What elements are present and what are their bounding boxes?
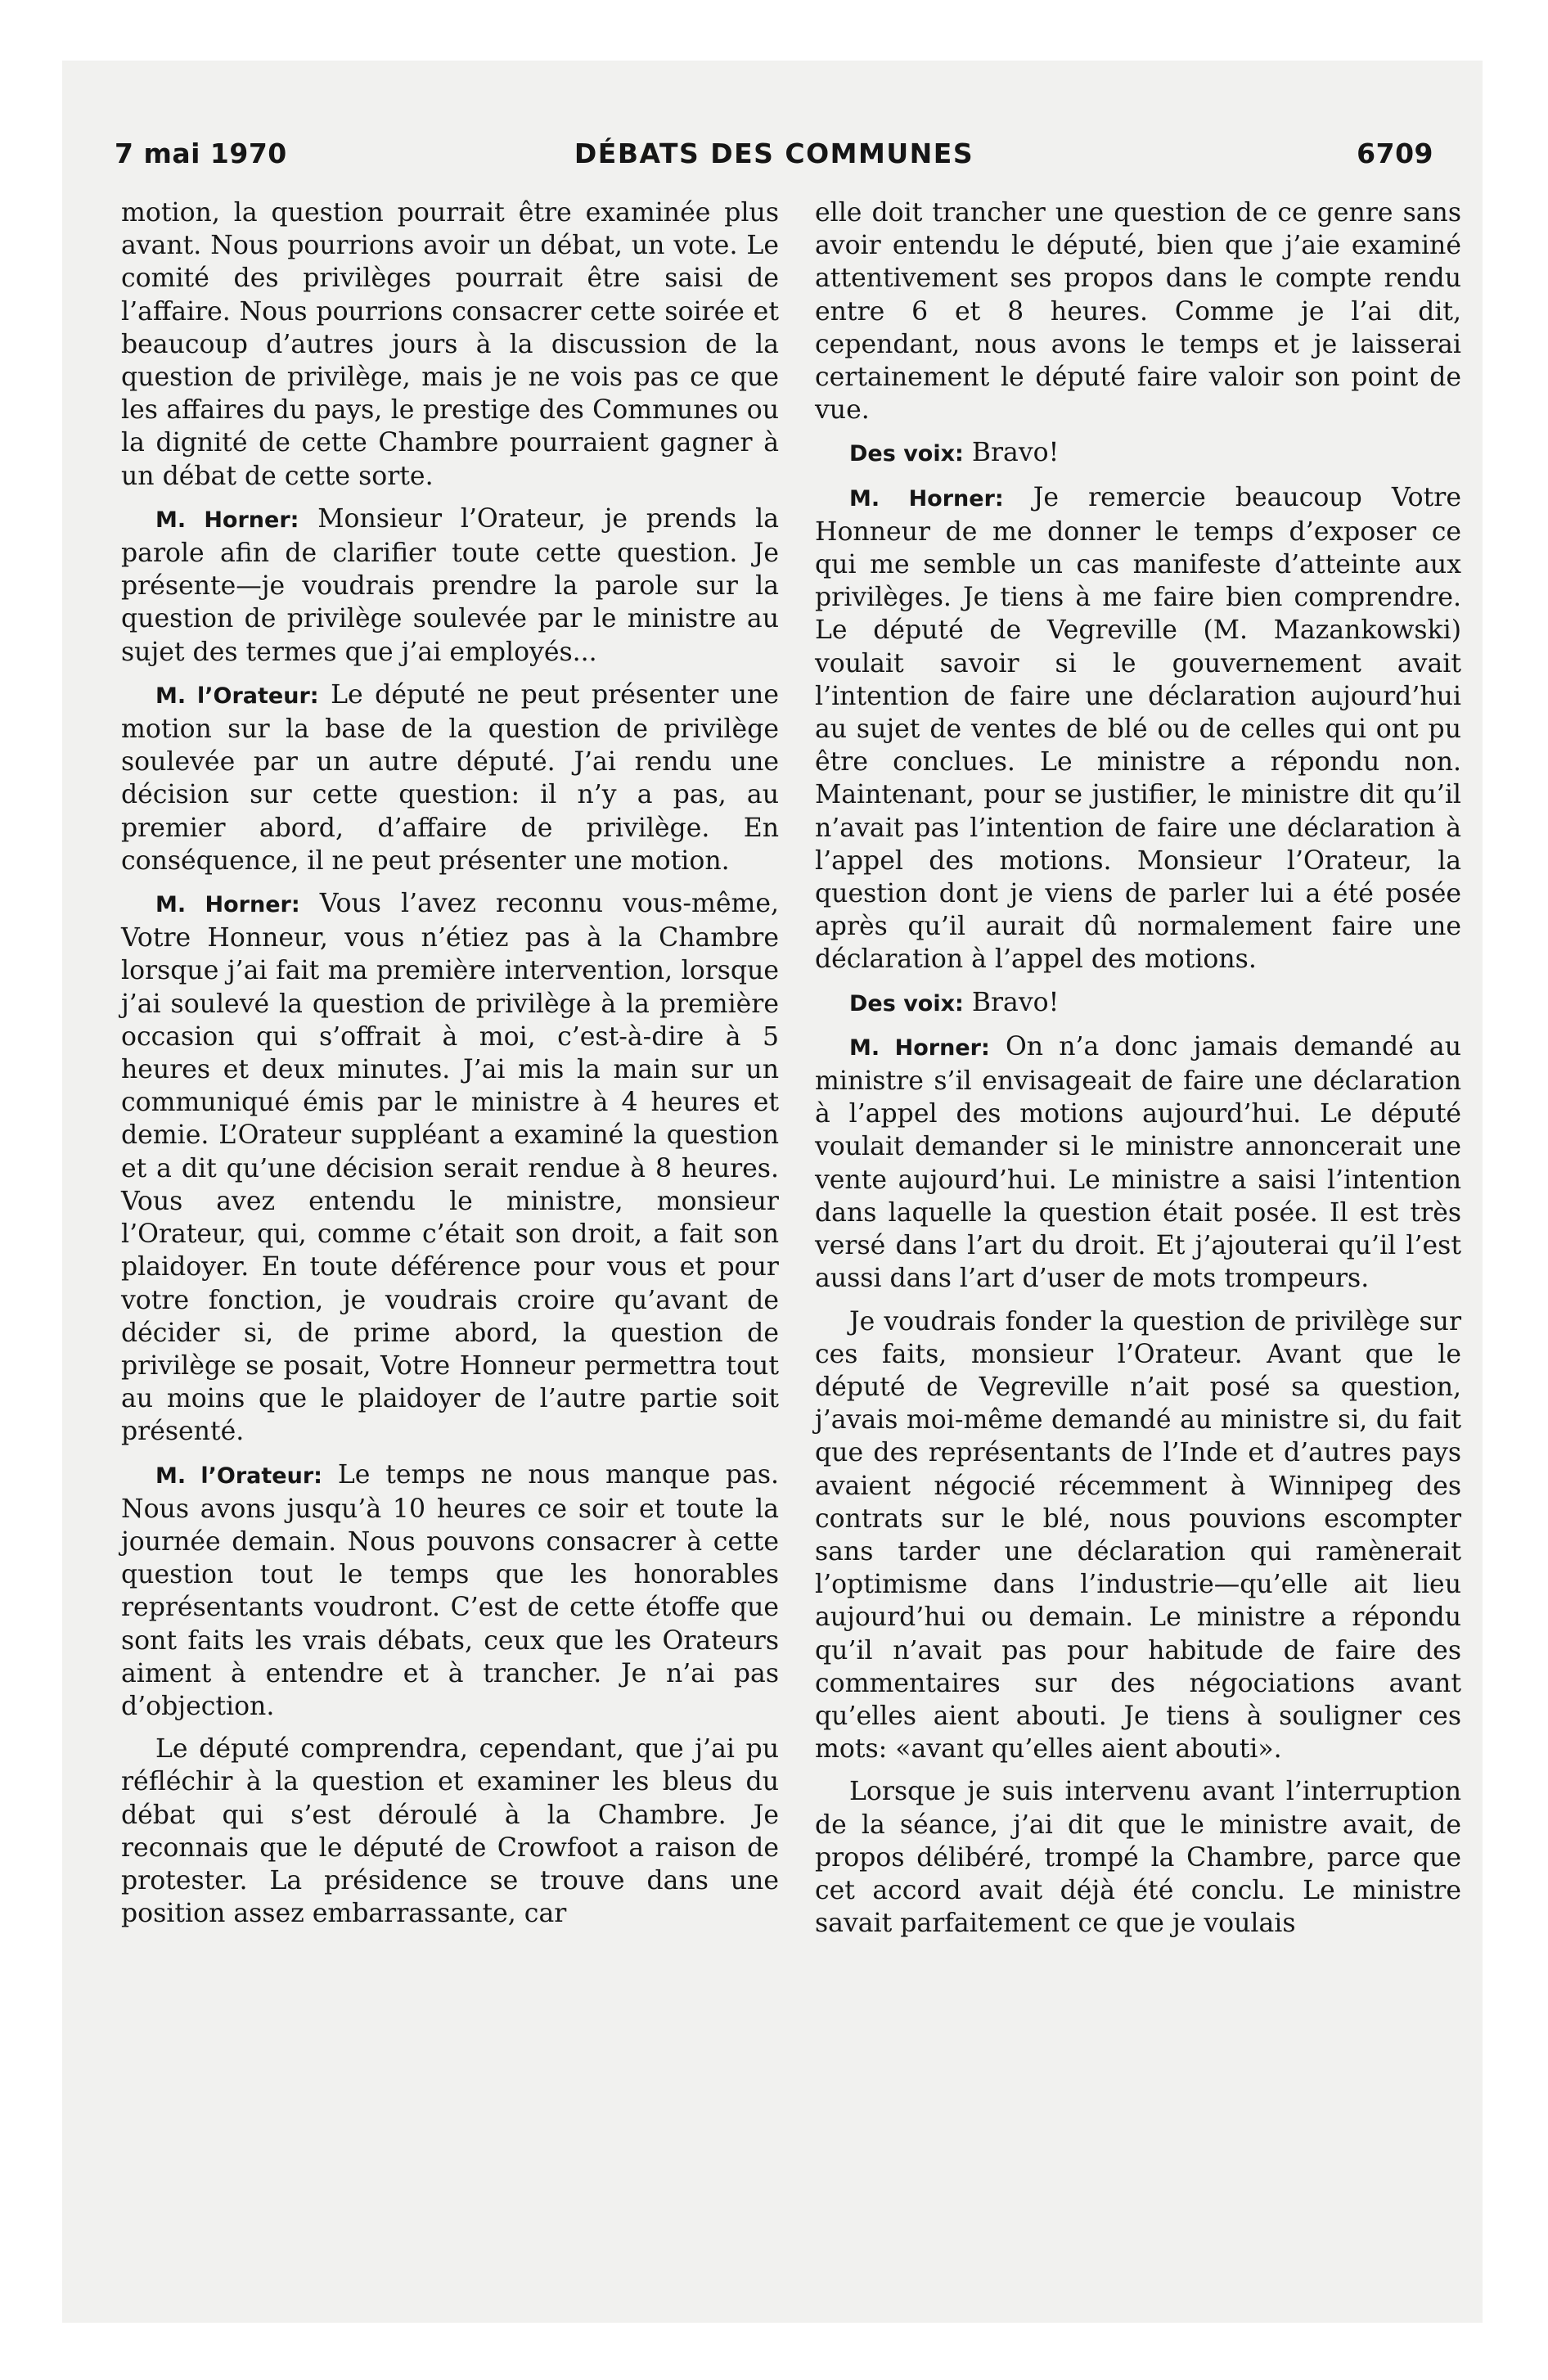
speaker-label: Des voix: [849,441,964,467]
paragraph [815,1305,1461,1766]
left-column [121,196,779,2308]
paragraph-text: Vous l’avez reconnu vous-même, Votre Honneur, vous n’étiez pas à la Chambre lorsque j’ai fait ma première intervention, lorsque j’ai soulevé la question de privilège à la première occasion qui s’offrait à moi, c’est-à-dire à 5 heures et deux minutes. J’ai mis la main sur un communiqué émis par le ministre à 4 heures et demie. L’Orateur suppléant a examiné la question et a dit qu’une décision serait rendue à 8 heures. Vous avez entendu le ministre, monsieur l’Orateur, qui, comme c’était son droit, a fait son plaidoyer. En toute déférence pour vous et pour votre fonction, je voudrais croire qu’avant de décider si, de prime abord, la question de privilège se posait, Votre Honneur permettra tout au moins que le plaidoyer de l’autre partie soit présenté. [121,889,779,1447]
header-date: 7 mai 1970 [115,137,287,169]
paragraph-text: Bravo! [971,438,1060,468]
paragraph [815,1030,1461,1296]
paragraph [121,1458,779,1724]
paragraph [121,196,779,493]
paragraph-text: On n’a donc jamais demandé au ministre s’il envisageait de faire une déclaration à l’appel des motions aujourd’hui. Le député voulait demander si le ministre annoncerait une vente aujourd’hui. Le ministre a saisi l’intention dans laquelle la question était posée. Il est très versé dans l’art du droit. Et j’ajouterai qu’il l’est aussi dans l’art d’user de mots trompeurs. [815,1031,1461,1294]
right-column [815,196,1461,2308]
paragraph [121,887,779,1448]
paragraph-text: Lorsque je suis intervenu avant l’interruption de la séance, j’ai dit que le ministre avait, de propos délibéré, trompé la Chambre, parce que cet accord avait déjà été conclu. Le ministre savait parfaitement ce que je voulais [815,1777,1461,1939]
paragraph [815,481,1461,976]
page-number: 6709 [1357,137,1433,169]
paragraph-text: Bravo! [971,987,1060,1017]
paragraph [815,1775,1461,1940]
speaker-label: M. Horner: [155,892,300,918]
paragraph-text: Le député comprendra, cependant, que j’ai pu réfléchir à la question et examiner les bleus du débat qui s’est déroulé à la Chambre. Je reconnais que le député de Crowfoot a raison de protester. La présidence se trouve dans une position assez embarrassante, car [121,1734,779,1929]
page-header [115,137,1433,174]
speaker-label: Des voix: [849,990,964,1016]
paragraph [121,1733,779,1930]
header-title: DÉBATS DES COMMUNES [574,137,974,169]
paragraph-text: Monsieur l’Orateur, je prends la parole afin de clarifier toute cette question. Je présente—je voudrais prendre la parole sur la question de privilège soulevée par le ministre au sujet des termes que j’ai employés... [121,503,779,667]
paragraph [815,436,1461,471]
paragraph [815,196,1461,426]
paragraph [815,986,1461,1021]
paragraph [121,503,779,669]
speaker-label: M. Horner: [849,485,1004,512]
speaker-label: M. l’Orateur: [155,1463,322,1489]
paragraph [121,678,779,877]
speaker-label: M. Horner: [849,1034,990,1061]
paragraph-text: Le temps ne nous manque pas. Nous avons jusqu’à 10 heures ce soir et toute la journée demain. Nous pouvons consacrer à cette question tout le temps que les honorables représentants voudront. C’est de cette étoffe que sont faits les vrais débats, ceux que les Orateurs aiment à entendre et à trancher. Je n’ai pas d’objection. [121,1459,779,1721]
paragraph-text: elle doit trancher une question de ce genre sans avoir entendu le député, bien que j’aie examiné attentivement ses propos dans le compte rendu entre 6 et 8 heures. Comme je l’ai dit, cependant, nous avons le temps et je laisserai certainement le député faire valoir son point de vue. [815,198,1461,426]
speaker-label: M. Horner: [155,507,299,533]
paragraph-text: Le député ne peut présenter une motion sur la base de la question de privilège soulevée par un autre député. J’ai rendu une décision sur cette question: il n’y a pas, au premier abord, d’affaire de privilège. En conséquence, il ne peut présenter une motion. [121,679,779,876]
paragraph-text: Je remercie beaucoup Votre Honneur de me donner le temps d’exposer ce qui me semble un cas manifeste d’atteinte aux privilèges. Je tiens à me faire bien comprendre. Le député de Vegreville (M. Mazankowski) voulait savoir si le gouvernement avait l’intention de faire une déclaration aujourd’hui au sujet de ventes de blé ou de celles qui ont pu être conclues. Le ministre a répondu non. Maintenant, pour se justifier, le ministre dit qu’il n’avait pas l’intention de faire une déclaration à l’appel des motions. Monsieur l’Orateur, la question dont je viens de parler lui a été posée après qu’il aurait dû normalement faire une déclaration à l’appel des motions. [815,482,1462,975]
speaker-label: M. l’Orateur: [155,683,319,709]
paragraph-text: motion, la question pourrait être examinée plus avant. Nous pourrions avoir un débat, un vote. Le comité des privilèges pourrait être saisi de l’affaire. Nous pourrions consacrer cette soirée et beaucoup d’autres jours à la discussion de la question de privilège, mais je ne vois pas ce que les affaires du pays, le prestige des Communes ou la dignité de cette Chambre pourraient gagner à un débat de cette sorte. [121,198,779,491]
paragraph-text: Je voudrais fonder la question de privilège sur ces faits, monsieur l’Orateur. Avant que le député de Vegreville n’ait posé sa question, j’avais moi-même demandé au ministre si, du fait que des représentants de l’Inde et d’autres pays avaient négocié récemment à Winnipeg des contrats sur le blé, nous pouvions escompter sans tarder une déclaration qui ramènerait l’optimisme dans l’industrie—qu’elle ait lieu aujourd’hui ou demain. Le ministre a répondu qu’il n’avait pas pour habitude de faire des commentaires sur des négociations avant qu’elles aient abouti. Je tiens à souligner ces mots: «avant qu’elles aient abouti». [815,1306,1461,1765]
